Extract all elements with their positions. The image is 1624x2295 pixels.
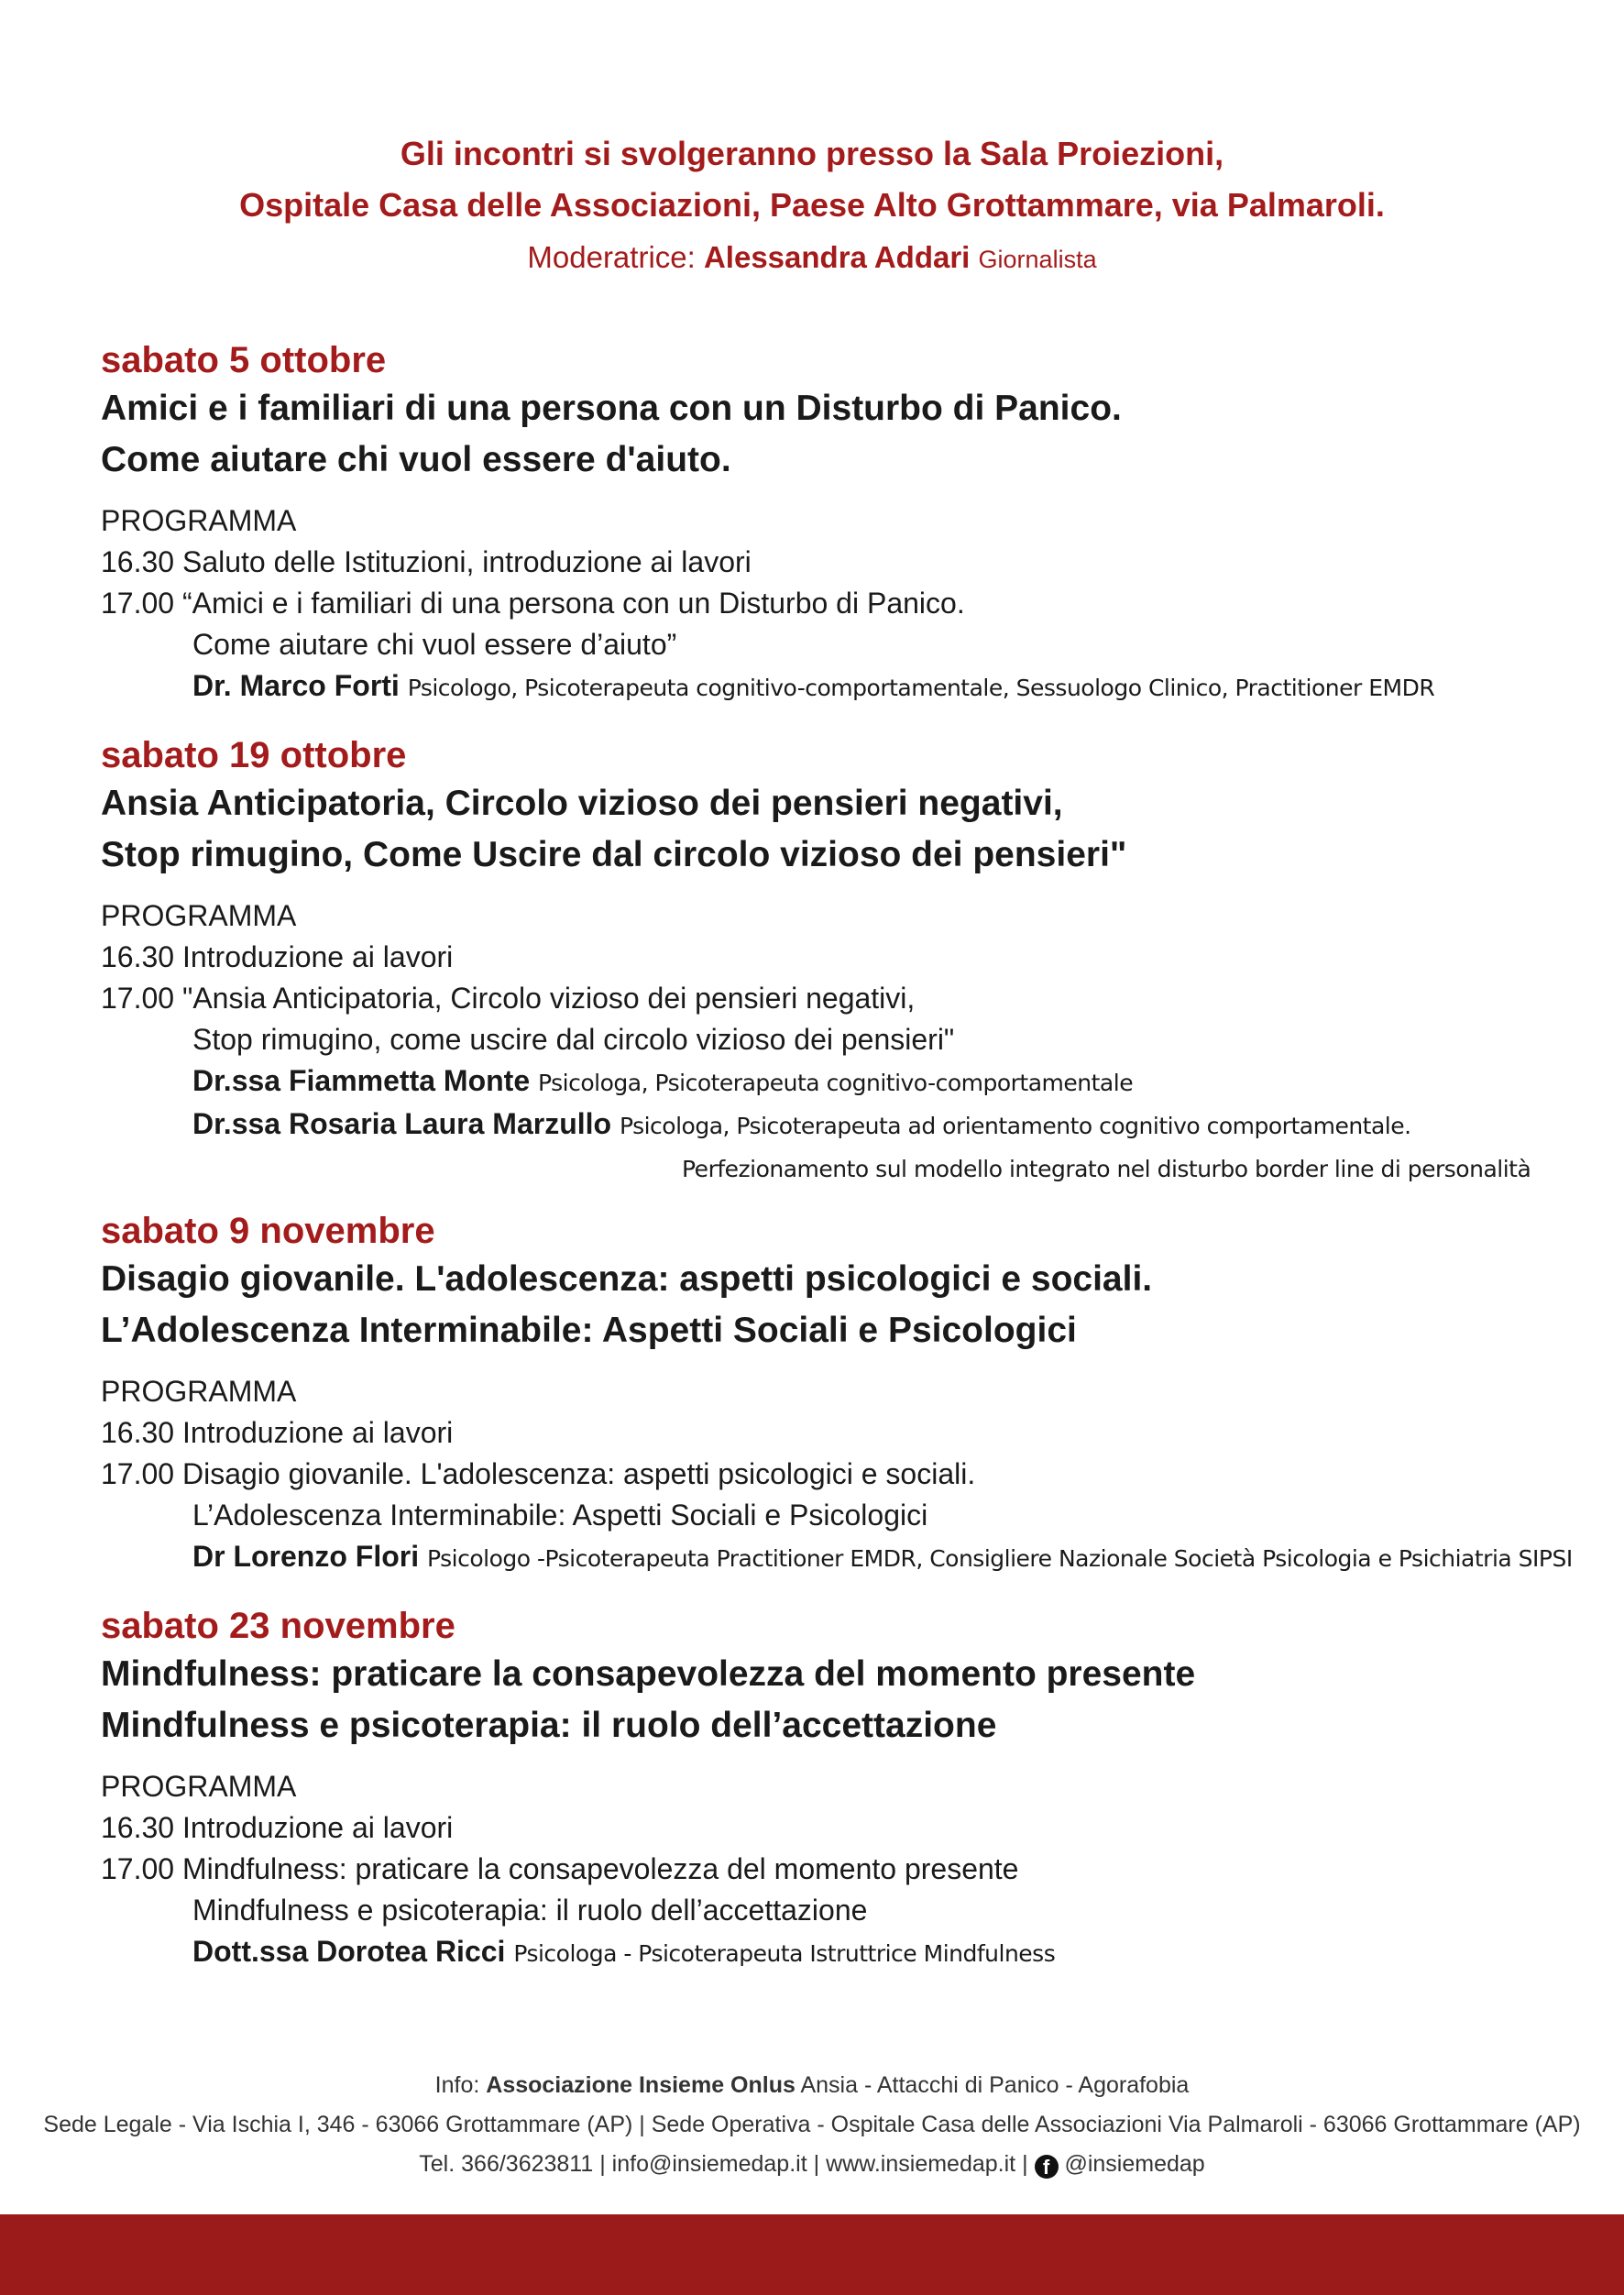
event-date: sabato 9 novembre [101, 1211, 435, 1251]
event-title-line: Mindfulness e psicoterapia: il ruolo dell’accettazione [101, 1706, 997, 1745]
event-title-line: L’Adolescenza Interminabile: Aspetti Sociali e Psicologici [101, 1311, 1077, 1350]
footer [0, 2066, 1624, 2184]
footer-contacts [0, 2145, 1624, 2184]
footer-info-label: Info: [434, 2072, 480, 2098]
program-continuation: L’Adolescenza Interminabile: Aspetti Sociali e Psicologici [192, 1499, 928, 1532]
footer-assoc-name: Associazione Insieme Onlus [486, 2072, 796, 2098]
event-title-line: Stop rimugino, Come Uscire dal circolo vizioso dei pensieri" [101, 835, 1127, 874]
program [101, 1371, 1573, 1579]
program-label: PROGRAMMA [101, 504, 297, 537]
program-label: PROGRAMMA [101, 899, 297, 932]
facebook-icon: f [1035, 2155, 1059, 2179]
program-row: 17.00 “Amici e i familiari di una persona con un Disturbo di Panico. [101, 587, 965, 620]
speaker [101, 1536, 1573, 1579]
speaker-name: Dott.ssa Dorotea Ricci [192, 1935, 506, 1968]
footer-separator: | [599, 2151, 606, 2177]
program-label: PROGRAMMA [101, 1375, 297, 1408]
speaker-role: Psicologa, Psicoterapeuta ad orientamento cognitivo comportamentale. [619, 1113, 1411, 1139]
program-label: PROGRAMMA [101, 1770, 297, 1803]
footer-social[interactable]: @insiemedap [1064, 2151, 1205, 2177]
event-4 [101, 1603, 1567, 1974]
event-title-line: Mindfulness: praticare la consapevolezza del momento presente [101, 1654, 1196, 1694]
event-1 [101, 337, 1567, 708]
intro-block [0, 128, 1624, 275]
event-title-line: Ansia Anticipatoria, Circolo vizioso dei pensieri negativi, [101, 784, 1063, 823]
footer-website[interactable]: www.insiemedap.it [826, 2151, 1016, 2177]
venue-line-1: Gli incontri si svolgeranno presso la Sala Proiezioni, [400, 135, 1224, 172]
speaker-role: Psicologo, Psicoterapeuta cognitivo-comportamentale, Sessuologo Clinico, Practitioner EMDR [407, 675, 1435, 701]
footer-address: Sede Legale - Via Ischia I, 346 - 63066 Grottammare (AP) | Sede Operativa - Ospitale Casa delle Associazioni Via Palmaroli - 63066 Grottammare (AP) [43, 2112, 1581, 2137]
program-row: 17.00 Disagio giovanile. L'adolescenza: aspetti psicologici e sociali. [101, 1457, 976, 1490]
event-date: sabato 5 ottobre [101, 340, 387, 380]
footer-separator: | [813, 2151, 820, 2177]
program-row: 16.30 Saluto delle Istituzioni, introduzione ai lavori [101, 545, 752, 578]
moderator-role: Giornalista [978, 246, 1097, 273]
speaker-name: Dr. Marco Forti [192, 669, 400, 702]
program-row: 17.00 Mindfulness: praticare la consapevolezza del momento presente [101, 1852, 1019, 1885]
moderator-line [0, 240, 1624, 275]
bottom-bar [0, 2214, 1624, 2295]
venue-line-2: Ospitale Casa delle Associazioni, Paese Alto Grottammare, via Palmaroli. [239, 186, 1385, 224]
event-date: sabato 19 ottobre [101, 735, 407, 775]
speaker-role: Psicologa - Psicoterapeuta Istruttrice Mindfulness [513, 1940, 1056, 1967]
speaker [101, 1060, 1567, 1104]
event-title-line: Come aiutare chi vuol essere d'aiuto. [101, 440, 731, 479]
speaker [101, 1104, 1567, 1147]
moderator-name: Alessandra Addari [703, 240, 971, 274]
program [101, 500, 1567, 708]
speaker-name: Dr Lorenzo Flori [192, 1540, 420, 1573]
moderator-label: Moderatrice: [527, 240, 696, 274]
speaker-role: Psicologa, Psicoterapeuta cognitivo-comportamentale [538, 1070, 1134, 1096]
footer-phone: Tel. 366/3623811 [419, 2151, 594, 2177]
program [101, 895, 1567, 1190]
program-continuation: Stop rimugino, come uscire dal circolo vizioso dei pensieri" [192, 1023, 955, 1056]
speaker [101, 1931, 1567, 1974]
footer-email[interactable]: info@insiemedap.it [611, 2151, 807, 2177]
footer-separator: | [1022, 2151, 1028, 2177]
program-row: 16.30 Introduzione ai lavori [101, 1811, 454, 1844]
speaker-role-line-2: Perfezionamento sul modello integrato nel disturbo border line di personalità [682, 1156, 1531, 1182]
program-row: 16.30 Introduzione ai lavori [101, 940, 454, 973]
speaker-name: Dr.ssa Rosaria Laura Marzullo [192, 1107, 612, 1140]
program-continuation: Come aiutare chi vuol essere d’aiuto” [192, 628, 677, 661]
event-title-line: Amici e i familiari di una persona con un Disturbo di Panico. [101, 389, 1122, 428]
event-3 [101, 1208, 1573, 1579]
footer-info-line [0, 2066, 1624, 2105]
event-title-line: Disagio giovanile. L'adolescenza: aspetti psicologici e sociali. [101, 1259, 1153, 1299]
program [101, 1766, 1567, 1974]
speaker-name: Dr.ssa Fiammetta Monte [192, 1064, 531, 1097]
speaker-role-continuation [101, 1147, 1567, 1190]
event-date: sabato 23 novembre [101, 1606, 455, 1646]
speaker [101, 665, 1567, 708]
footer-assoc-desc: Ansia - Attacchi di Panico - Agorafobia [800, 2072, 1190, 2098]
program-row: 17.00 "Ansia Anticipatoria, Circolo vizioso dei pensieri negativi, [101, 982, 916, 1015]
program-row: 16.30 Introduzione ai lavori [101, 1416, 454, 1449]
event-2 [101, 732, 1567, 1190]
program-continuation: Mindfulness e psicoterapia: il ruolo dell’accettazione [192, 1894, 868, 1927]
speaker-role: Psicologo -Psicoterapeuta Practitioner EMDR, Consigliere Nazionale Società Psicologia e Psichiatria SIPSI [427, 1545, 1573, 1572]
